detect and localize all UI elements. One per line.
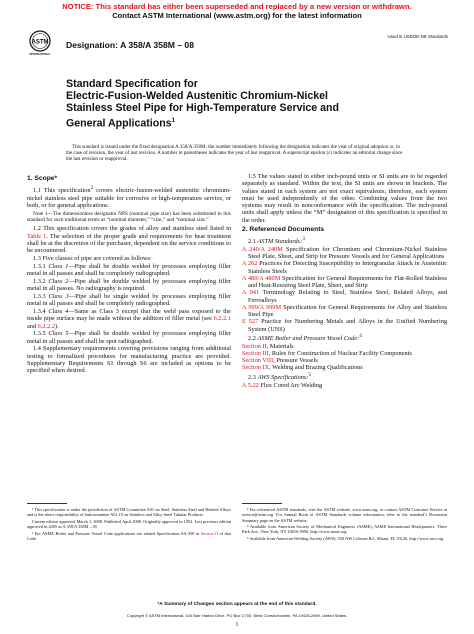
reference-link[interactable]: A 941: [242, 289, 260, 297]
title-footnote-mark: 1: [171, 117, 175, 124]
reference-item: A 240/A 240M Specification for Chromium and Chromium-Nickel Stainless Steel Plate, Sheet, and Strip for Pressure Vessels and for General Applications: [242, 245, 447, 261]
referenced-documents-heading: 2. Referenced Documents: [242, 225, 325, 233]
copyright-line: Copyright © ASTM International, 100 Barr Harbor Drive, PO Box C700, West Conshohocken, PA 19428-2959, United States.: [126, 613, 348, 618]
title-line-3: Stainless Steel Pipe for High-Temperature Service and: [66, 102, 339, 115]
reference-link[interactable]: A 999/A 999M: [242, 303, 282, 311]
footnote-4: ⁴ Available from American Society of Mechanical Engineers (ASME), ASME International Headquarters, Three Park Ave., New York, NY 10016-5990, http://www.asme.org.: [242, 524, 447, 535]
paragraph-2-2: 2.2 ASME Boiler and Pressure Vessel Code:$^4$: [248, 332, 362, 342]
reference-link[interactable]: A 480/A 480M: [242, 274, 281, 282]
right-column: [242, 173, 447, 389]
summary-of-changes-note: *A Summary of Changes section appears at the end of this standard.: [157, 602, 317, 607]
footnotes-left: [27, 507, 231, 542]
footnote-5: ⁵ Available from American Welding Society (AWS), 550 NW LeJeune Rd., Miami, FL 33126, http://www.aws.org.: [247, 535, 445, 541]
footnote-1: ¹ This specification is under the jurisdiction of ASTM Committee A01 on Steel, Stainless Steel and Related Alloys and is the direct responsibility of Subcommittee A01.10 on Stainless and Alloy Steel Tubular Products.: [27, 507, 231, 518]
notice-line-2: Contact ASTM International (www.astm.org) for the latest information: [112, 11, 362, 21]
class-3-item: 1.3.3 Class 3—Pipe shall be single welded by processes employing filler metal in all passes and shall be completely radiographed.: [27, 292, 231, 308]
scope-heading: 1. Scope*: [27, 175, 58, 182]
title-line-4: General Applications: [66, 117, 172, 130]
title-line-2: Electric-Fusion-Welded Austenitic Chromium-Nickel: [66, 90, 328, 103]
footnote-rule-left: [27, 503, 67, 504]
used-in-label: Used in USDOE-NE Standards: [387, 34, 448, 39]
logo-text: INTERNATIONAL: [29, 53, 51, 56]
asme-item: Section VIII, Pressure Vessels: [242, 357, 318, 365]
reference-item: A 999/A 999M Specification for General Requirements for Alloy and Stainless Steel Pipe: [242, 303, 447, 319]
supersession-notice: [0, 2, 474, 20]
section-6-2-2-2-link[interactable]: 6.2.2.2: [37, 322, 55, 330]
asme-item: Section IX, Welding and Brazing Qualifications: [242, 364, 363, 372]
asme-link[interactable]: Section IX: [242, 364, 270, 372]
reference-item: A 941 Terminology Relating to Steel, Stainless Steel, Related Alloys, and Ferroalloys: [242, 289, 447, 304]
asme-item: Section III, Rules for Construction of Nuclear Facility Components: [242, 349, 412, 357]
paragraph-1-1: 1.1 This specification$^2$ covers electric-fusion-welded austenitic chromium-nickel stainless steel pipe suitable for corrosive or high-temperature service, or both, or for general applications.: [27, 185, 231, 209]
issuance-statement: This standard is issued under the fixed designation A 358/A 358M; the number immediately following the designation indicates the year of original adoption or, in the case of revision, the year of last revision. A number in parentheses indicates the year of last reapproval. A superscript epsilon (ε) indicates an editorial change since the last revision or reapproval.: [66, 144, 403, 163]
reference-item: A 262 Practices for Detecting Susceptibility to Intergranular Attack in Austenitic Stainless Steels: [242, 260, 447, 275]
page-number: 1: [235, 622, 239, 628]
note-1: Note 1—The dimensionless designator NPS (nominal pipe size) has been substituted in this standard for such traditional terms as “nominal diameter,” “size,” and “nominal size.”: [27, 211, 231, 224]
reference-link[interactable]: E 527: [242, 318, 259, 326]
asme-link[interactable]: Section II: [242, 342, 267, 350]
paragraph-2-3: 2.3 AWS Specifications:$^5$: [248, 371, 312, 381]
footnotes-right: [242, 507, 447, 542]
reference-link[interactable]: A 262: [242, 260, 258, 268]
asme-link[interactable]: Section VIII: [242, 357, 274, 365]
paragraph-1-5: 1.5 The values stated in either inch-pound units or SI units are to be regarded separately as standard. Within the text, the SI units are shown in brackets. The values stated in each system are not exact equivalents; therefore, each system must be used independently of the other. Combining values from the two systems may result in nonconformance with the specification. The inch-pound units shall apply unless the “M” designation of this specification is specified in the order.: [242, 173, 447, 224]
paragraph-1-2: 1.2 This specification covers the grades of alloy and stainless steel listed in Table 1. The selection of the proper grade and requirements for heat treatment shall be at the discretion of the purchaser, dependent on the service conditions to be encountered.: [27, 225, 231, 255]
aws-link[interactable]: A 5.22: [242, 381, 259, 389]
left-column: [27, 173, 231, 375]
footnote-rule-right: [242, 503, 282, 504]
asme-link[interactable]: Section III: [242, 349, 269, 357]
class-4-item: 1.3.4 Class 4—Same as Class 3 except that the weld pass exposed to the inside pipe surface may be made without the addition of filler metal (see 6.2.2.1 and 6.2.2.2).: [27, 308, 231, 330]
designation: Designation: A 358/A 358M – 08: [66, 40, 194, 50]
class-5-item: 1.3.5 Class 5—Pipe shall be double welded by processes employing filler metal in all passes and shall be spot radiographed.: [27, 330, 232, 345]
footnote-1-edition: Current edition approved March 1, 2008. Published April 2008. Originally approved in 1952. Last previous edition approved in 2005 as A 358/A 358M – 05.: [27, 518, 231, 530]
asme-item: Section II, Materials: [242, 342, 294, 350]
class-2-item: 1.3.2 Class 2—Pipe shall be double welded by processes employing filler metal in all passes. No radiography is required.: [27, 277, 232, 293]
aws-item: A 5.22 Flux Cored Arc Welding: [242, 381, 323, 389]
notice-line-1: NOTICE: This standard has either been superseded and replaced by a new version or withdrawn.: [62, 2, 412, 11]
paragraph-1-4: 1.4 Supplementary requirements covering provisions ranging from additional testing to formalized procedures for manufacturing practice are provided. Supplementary Requirements S1 through S6 are included as options to be specified when desired.: [27, 345, 231, 375]
footnote-3: ³ For referenced ASTM standards, visit the ASTM website, www.astm.org, or contact ASTM Customer Service at service@astm.org. For Annual Book of ASTM Standards volume information, refer to the standard’s Document Summary page on the ASTM website.: [242, 507, 447, 523]
reference-item: E 527 Practice for Numbering Metals and Alloys in the Unified Numbering System (UNS): [242, 318, 447, 333]
astm-logo-icon: [27, 30, 53, 56]
reference-link[interactable]: A 240/A 240M: [242, 245, 283, 253]
svg-text:ASTM: ASTM: [31, 39, 49, 46]
table-1-link[interactable]: Table 1: [27, 232, 47, 240]
footnote-2: ² For ASME Boiler and Pressure Vessel Code applications see related Specification SA-358 in Section II of that Code.: [27, 530, 232, 541]
footnote-section-ii-link[interactable]: Section II: [200, 530, 218, 536]
document-title: [66, 78, 406, 129]
reference-item: A 480/A 480M Specification for General Requirements for Flat-Rolled Stainless and Heat-Resisting Steel Plate, Sheet, and Strip: [242, 274, 447, 290]
section-6-2-2-1-link[interactable]: 6.2.2.1: [213, 315, 231, 323]
paragraph-1-3: 1.3 Five classes of pipe are covered as follows:: [33, 254, 152, 262]
class-1-item: 1.3.1 Class 1—Pipe shall be double welded by processes employing filler metal in all passes and shall be completely radiographed.: [27, 262, 232, 277]
title-line-1: Standard Specification for: [66, 78, 198, 90]
paragraph-2-1: 2.1 ASTM Standards:$^3$: [248, 236, 305, 246]
